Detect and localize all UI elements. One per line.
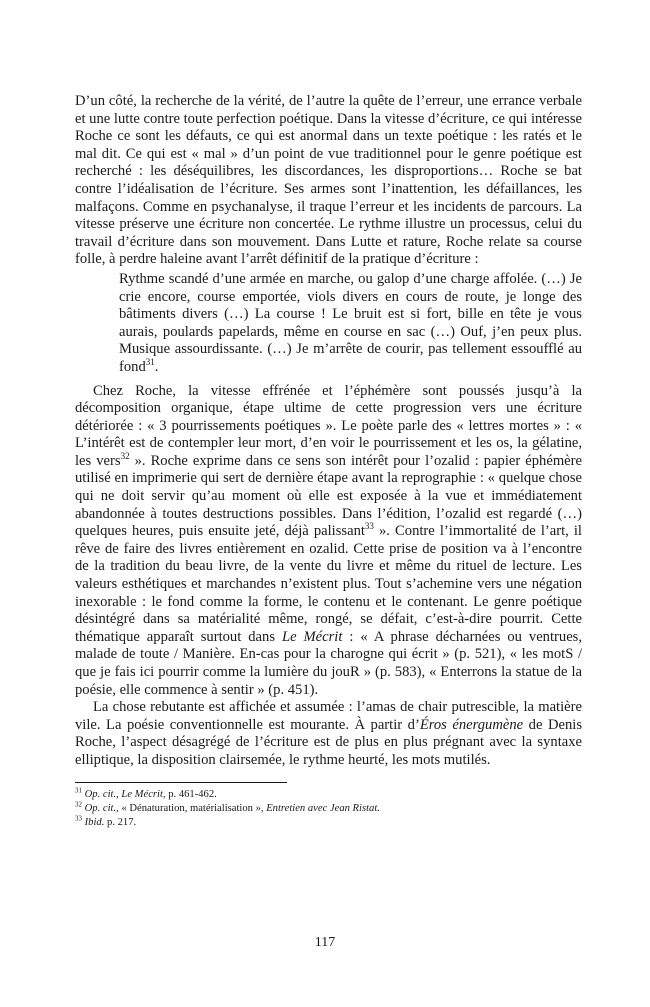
footnote-ref-text-2: Entretien avec Jean Ristat. [266,802,380,814]
footnote-31 [75,788,582,802]
p2-part-c: ». Contre l’immortalité de l’art, il rêve de faire des livres entièrement en ozalid. Cette prise de position va à l’encontre de la tradition du beau livre, de la vente du livre et même du rituel de lecture. Les valeurs esthétiques et marchandes n’existent plus. Tout s’achemine vers une négation inexorable : le fond comme la forme, le contenu et le contenant. Le genre poétique désintégré dans sa matérialité même, rongé, se défait, c’est-à-dire pourrit. Cette thématique apparaît surtout dans [75,523,582,645]
footnote-number: 33 [75,814,82,823]
paragraph-2 [75,383,582,700]
footnote-32 [75,802,582,816]
p2-part-d: : « A phrase décharnées ou ventrues, malade de toute / Manière. En-cas pour la charogne qui écrit » (p. 521), « les motS / que je fais ici pourrir comme la lumière du jouR » (p. 583), « Enterrons la statue de la poésie, elle commence à sentir » (p. 451). [75,628,582,698]
quote-text: Rythme scandé d’une armée en marche, ou galop d’une charge affolée. (…) Je crie encore, course emportée, viols divers en cours de route, je longe des bâtiments divers (…) La course ! Le bruit est si fort, bille en tête je vous aurais, poulards papelards, même en course en sac (…) Ouf, j’en peux plus. Musique assourdissante. (…) Je m’arrête de courir, pas tellement essoufflé au fond [119,270,582,375]
book-title-eros-energumene: Éros énergumène [419,716,524,733]
p2-part-b: ». Roche exprime dans ce sens son intérêt pour l’ozalid : papier éphémère utilisé en imprimerie qui sert de dernière étape avant la reprographie : « quelque chose qui ne doit servir qu’au moment où elle est exposée à la vue et immédiatement abandonnée à toutes destructions possibles. Dans l’édition, l’ozalid est regardé (…) quelques heures, puis ensuite jeté, déjà palissant [75,452,582,540]
footnotes [75,788,582,830]
footnote-ref-33[interactable]: 33 [364,521,374,532]
footnote-ref-31[interactable]: 31 [145,357,155,368]
footnote-text: p. 461-462. [165,788,217,800]
footnote-ref-32[interactable]: 32 [120,451,130,462]
block-quote: Rythme scandé d’une armée en marche, ou galop d’une charge affolée. (…) Je crie encore, course emportée, viols divers en cours de route, je longe des bâtiments divers (…) La course ! Le bruit est si fort, bille en tête je vous aurais, poulards papelards, même en course en sac (…) Ouf, j’en peux plus. Musique assourdissante. (…) Je m’arrête de courir, pas tellement essoufflé au fond$^{31}$. [119,270,582,375]
page-body [75,93,582,830]
p3-part-a: La chose rebutante est affichée et assumée : l’amas de chair putrescible, la matière vile. La poésie conventionnelle est mourante. À partir d’ [75,699,582,733]
page-number: 117 [314,935,336,950]
footnote-ref-text: Op. cit., [84,802,119,814]
p2-part-a: Chez Roche, la vitesse effrénée et l’éphémère sont poussés jusqu’à la décomposition organique, étape ultime de cette progression vers une écriture détériorée : « 3 pourrissements poétiques ». Le poète parle des « lettres mortes » : « L’intérêt est de contempler leur mort, d’en voir le pourrissement et les os, la gélatine, les vers [75,382,582,469]
footnote-number: 32 [75,800,82,809]
paragraph-3 [75,699,582,769]
footnote-separator [75,782,287,783]
footnote-text: p. 217. [104,816,137,828]
p3-part-b: de Denis Roche, l’aspect désagrégé de l’écriture est de plus en plus prégnant avec la syntaxe elliptique, la disposition clairsemée, le rythme heurté, les mots mutilés. [75,716,583,768]
paragraph-1: D’un côté, la recherche de la vérité, de l’autre la quête de l’erreur, une errance verbale et une lutte contre toute perfection poétique. Dans la vitesse d’écriture, ce qui intéresse Roche ce sont les défauts, ce qui est anormal dans un texte poétique : les ratés et le mal dit. Ce qui est « mal » d’un point de vue traditionnel pour le genre poétique est recherché : les déséquilibres, les discordances, les disproportions… Roche se bat contre l’idéalisation de l’écriture. Ses armes sont l’inattention, les défaillances, les malfaçons. Comme en psychanalyse, il traque l’erreur et les incidents de parcours. La vitesse préserve une écriture non concertée. Le rythme illustre un processus, celui du travail d’écriture dans son mouvement. Dans Lutte et rature, Roche relate sa course folle, à perdre haleine avant l’arrêt définitif de la pratique d’écriture : [75,93,582,268]
footnote-text: « Dénaturation, matérialisation », [118,802,267,814]
footnote-ref-text: Op. cit., Le Mécrit, [84,788,166,800]
footnote-number: 31 [75,786,82,795]
book-title-le-mecrit: Le Mécrit [281,628,343,645]
footnote-ref-text: Ibid. [84,816,105,828]
footnote-33 [75,816,582,830]
